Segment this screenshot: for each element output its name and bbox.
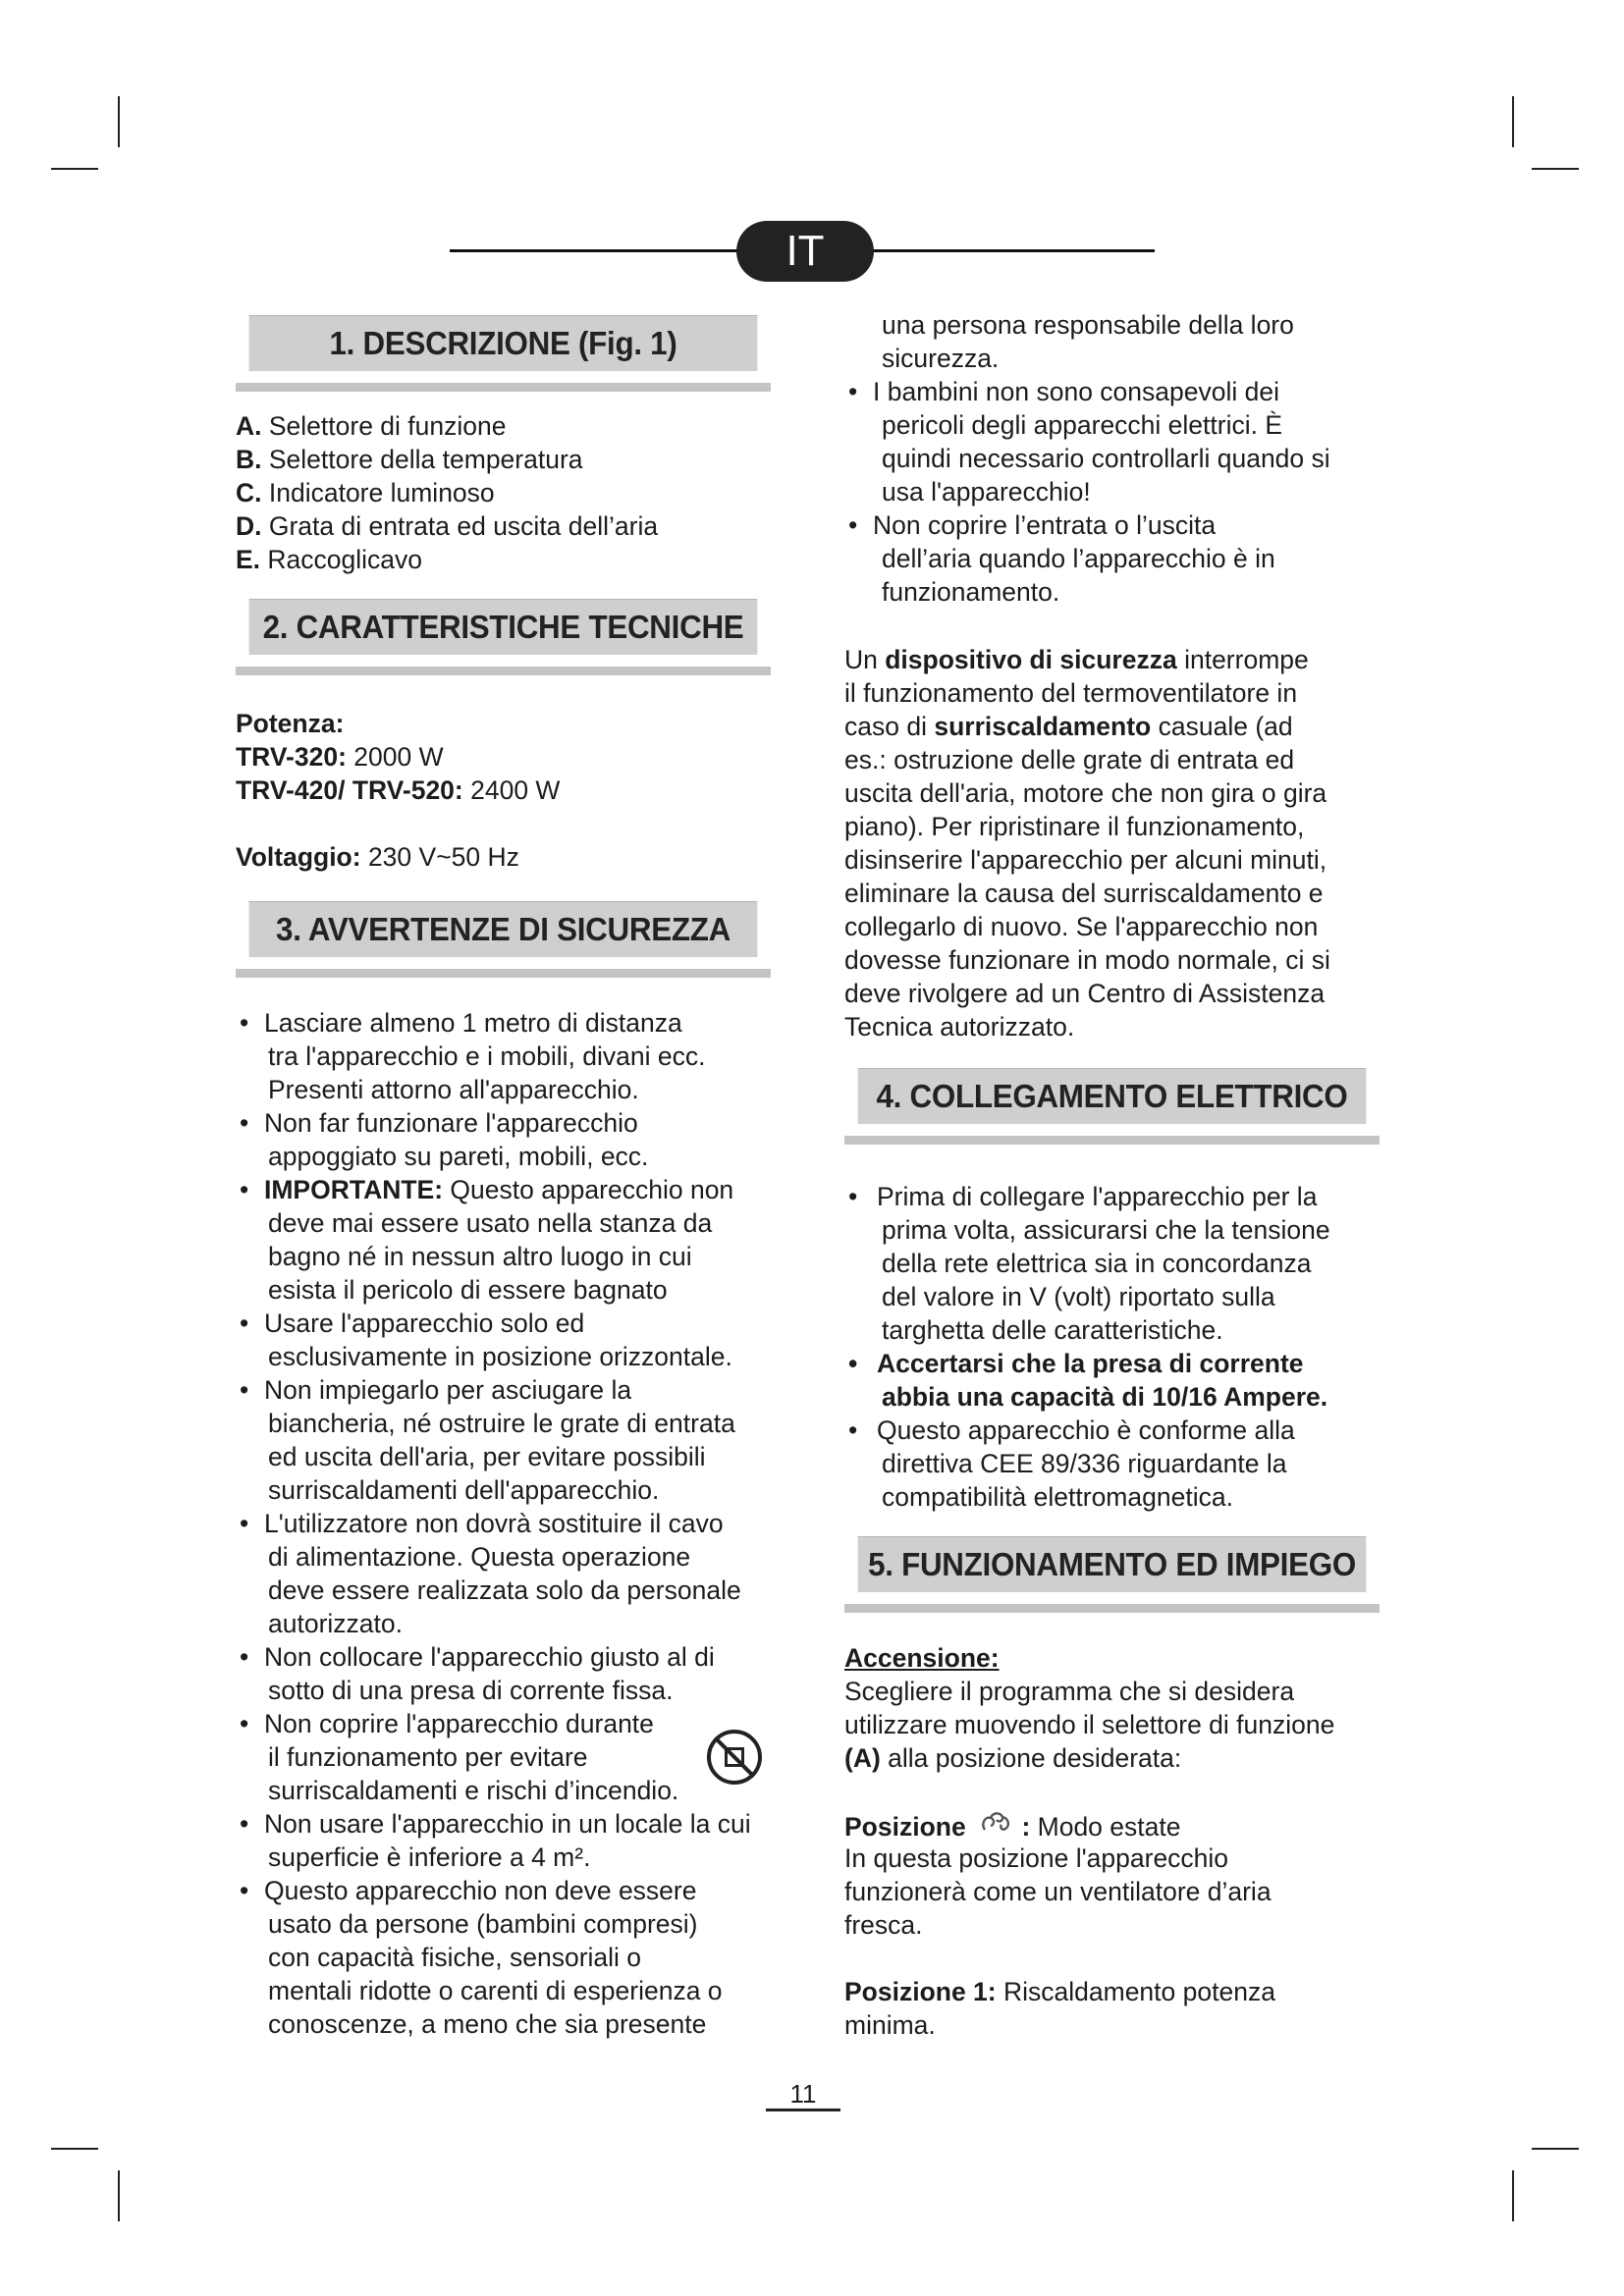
safety-paragraph: dovesse funzionare in modo normale, ci si <box>844 945 1330 975</box>
safety-line: Usare l'apparecchio solo ed <box>264 1308 585 1338</box>
bullet: • <box>240 1509 249 1538</box>
description-item: A. Selettore di funzione <box>236 411 507 441</box>
language-badge: IT <box>736 221 874 282</box>
safety-paragraph: eliminare la causa del surriscaldamento e <box>844 879 1324 908</box>
electrical-line: direttiva CEE 89/336 riguardante la <box>882 1449 1287 1478</box>
safety-line: Non usare l'apparecchio in un locale la cui <box>264 1809 751 1839</box>
safety-line: una persona responsabile della loro <box>882 310 1294 340</box>
safety-paragraph: Un dispositivo di sicurezza interrompe <box>844 645 1309 674</box>
operation-line: utilizzare muovendo il selettore di funzione <box>844 1710 1335 1739</box>
description-item: D. Grata di entrata ed uscita dell’aria <box>236 511 659 541</box>
section-underline <box>844 1136 1380 1145</box>
do-not-cover-icon <box>707 1730 762 1785</box>
bullet: • <box>848 377 858 406</box>
crop-mark <box>1532 168 1579 170</box>
safety-line: esclusivamente in posizione orizzontale. <box>268 1342 732 1371</box>
electrical-line: Questo apparecchio è conforme alla <box>877 1415 1295 1445</box>
spec-voltage: Voltaggio: 230 V~50 Hz <box>236 842 519 872</box>
electrical-line: prima volta, assicurarsi che la tensione <box>882 1215 1330 1245</box>
bullet: • <box>848 1349 858 1378</box>
description-item: B. Selettore della temperatura <box>236 445 583 474</box>
section-title: 2. CARATTERISTICHE TECNICHE <box>249 599 758 655</box>
position-1: Posizione 1: Riscaldamento potenza <box>844 1977 1275 2006</box>
safety-line: di alimentazione. Questa operazione <box>268 1542 691 1572</box>
bullet: • <box>240 1108 249 1138</box>
section-underline <box>236 969 771 978</box>
safety-line: pericoli degli apparecchi elettrici. È <box>882 410 1283 440</box>
safety-paragraph: collegarlo di nuovo. Se l'apparecchio non <box>844 912 1319 941</box>
fan-icon <box>979 1808 1012 1838</box>
section-1-header <box>236 315 771 392</box>
safety-line: funzionamento. <box>882 577 1060 607</box>
safety-line: IMPORTANTE: Questo apparecchio non <box>264 1175 734 1204</box>
safety-line: surriscaldamenti dell'apparecchio. <box>268 1475 660 1505</box>
description-item: C. Indicatore luminoso <box>236 478 495 507</box>
description-item: E. Raccoglicavo <box>236 545 423 574</box>
safety-line: conoscenze, a meno che sia presente <box>268 2009 707 2039</box>
safety-line: Presenti attorno all'apparecchio. <box>268 1075 639 1104</box>
section-title: 4. COLLEGAMENTO ELETTRICO <box>858 1068 1367 1124</box>
safety-line: deve essere realizzata solo da personale <box>268 1575 741 1605</box>
safety-line: Non impiegarlo per asciugare la <box>264 1375 632 1405</box>
section-title: 5. FUNZIONAMENTO ED IMPIEGO <box>858 1536 1367 1592</box>
safety-line: Non far funzionare l'apparecchio <box>264 1108 638 1138</box>
header-rule-right <box>864 249 1155 252</box>
page-number-rule <box>766 2109 840 2111</box>
safety-line: L'utilizzatore non dovrà sostituire il cavo <box>264 1509 724 1538</box>
safety-line: autorizzato. <box>268 1609 403 1638</box>
accensione-heading: Accensione: <box>844 1643 1000 1673</box>
section-title: 3. AVVERTENZE DI SICUREZZA <box>249 901 758 957</box>
bullet: • <box>240 1308 249 1338</box>
bullet: • <box>240 1709 249 1738</box>
section-underline <box>844 1604 1380 1613</box>
section-2-header <box>236 599 771 675</box>
safety-line: mentali ridotte o carenti di esperienza o <box>268 1976 723 2005</box>
crop-mark <box>1512 96 1514 147</box>
section-underline <box>236 667 771 675</box>
bullet: • <box>848 1415 858 1445</box>
operation-line: Scegliere il programma che si desidera <box>844 1677 1295 1706</box>
crop-mark <box>1532 2148 1579 2150</box>
page-number: 11 <box>789 2079 817 2109</box>
safety-line: con capacità fisiche, sensoriali o <box>268 1943 642 1972</box>
safety-line: sotto di una presa di corrente fissa. <box>268 1676 674 1705</box>
crop-mark <box>51 2148 98 2150</box>
safety-line: bagno né in nessun altro luogo in cui <box>268 1242 692 1271</box>
electrical-line: abbia una capacità di 10/16 Ampere. <box>882 1382 1328 1412</box>
operation-line: fresca. <box>844 1910 923 1940</box>
safety-line: tra l'apparecchio e i mobili, divani ecc. <box>268 1041 706 1071</box>
spec-model-1: TRV-320: 2000 W <box>236 742 444 772</box>
operation-line: In questa posizione l'apparecchio <box>844 1843 1229 1873</box>
safety-line: superficie è inferiore a 4 m². <box>268 1842 591 1872</box>
bullet: • <box>848 510 858 540</box>
safety-line: appoggiato su pareti, mobili, ecc. <box>268 1142 649 1171</box>
safety-paragraph: piano). Per ripristinare il funzionamento, <box>844 812 1305 841</box>
section-underline <box>236 383 771 392</box>
section-4-header <box>844 1068 1380 1145</box>
safety-paragraph: disinserire l'apparecchio per alcuni minuti, <box>844 845 1327 875</box>
electrical-line: compatibilità elettromagnetica. <box>882 1482 1233 1512</box>
bullet: • <box>240 1008 249 1038</box>
operation-line: (A) alla posizione desiderata: <box>844 1743 1182 1773</box>
bullet: • <box>240 1375 249 1405</box>
bullet: • <box>240 1175 249 1204</box>
safety-line: Non collocare l'apparecchio giusto al di <box>264 1642 715 1672</box>
crop-mark <box>51 168 98 170</box>
crop-mark <box>118 2170 120 2221</box>
bullet: • <box>240 1876 249 1905</box>
safety-line: Questo apparecchio non deve essere <box>264 1876 697 1905</box>
section-title: 1. DESCRIZIONE (Fig. 1) <box>249 315 758 371</box>
safety-line: dell’aria quando l’apparecchio è in <box>882 544 1275 573</box>
crop-mark <box>1512 2170 1514 2221</box>
electrical-line: Prima di collegare l'apparecchio per la <box>877 1182 1318 1211</box>
bullet: • <box>848 1182 858 1211</box>
safety-line: deve mai essere usato nella stanza da <box>268 1208 713 1238</box>
spec-model-2: TRV-420/ TRV-520: 2400 W <box>236 775 561 805</box>
safety-paragraph: caso di surriscaldamento casuale (ad <box>844 712 1293 741</box>
power-label: Potenza: <box>236 709 345 738</box>
safety-line: usato da persone (bambini compresi) <box>268 1909 698 1939</box>
safety-line: Non coprire l’entrata o l’uscita <box>873 510 1217 540</box>
safety-paragraph: il funzionamento del termoventilatore in <box>844 678 1298 708</box>
section-3-header <box>236 901 771 978</box>
operation-line: minima. <box>844 2010 936 2040</box>
safety-line: surriscaldamenti e rischi d’incendio. <box>268 1776 679 1805</box>
safety-paragraph: deve rivolgere ad un Centro di Assistenza <box>844 979 1326 1008</box>
crop-mark <box>118 96 120 147</box>
safety-line: I bambini non sono consapevoli dei <box>873 377 1279 406</box>
safety-line: sicurezza. <box>882 344 1000 373</box>
section-5-header <box>844 1536 1380 1613</box>
electrical-line: targhetta delle caratteristiche. <box>882 1315 1223 1345</box>
operation-line: funzionerà come un ventilatore d’aria <box>844 1877 1272 1906</box>
bullet: • <box>240 1642 249 1672</box>
position-summer: Posizione : Modo estate <box>844 1808 1180 1843</box>
safety-line: Lasciare almeno 1 metro di distanza <box>264 1008 682 1038</box>
safety-line: quindi necessario controllarli quando si <box>882 444 1330 473</box>
safety-line: il funzionamento per evitare <box>268 1742 588 1772</box>
safety-line: biancheria, né ostruire le grate di entrata <box>268 1409 735 1438</box>
header-rule-left <box>450 249 744 252</box>
safety-line: esista il pericolo di essere bagnato <box>268 1275 668 1305</box>
safety-paragraph: es.: ostruzione delle grate di entrata ed <box>844 745 1295 774</box>
electrical-line: Accertarsi che la presa di corrente <box>877 1349 1304 1378</box>
safety-line: Non coprire l'apparecchio durante <box>264 1709 654 1738</box>
safety-paragraph: uscita dell'aria, motore che non gira o gira <box>844 778 1327 808</box>
safety-line: ed uscita dell'aria, per evitare possibili <box>268 1442 706 1471</box>
safety-line: usa l'apparecchio! <box>882 477 1091 507</box>
safety-paragraph: Tecnica autorizzato. <box>844 1012 1075 1041</box>
electrical-line: della rete elettrica sia in concordanza <box>882 1249 1312 1278</box>
electrical-line: del valore in V (volt) riportato sulla <box>882 1282 1275 1311</box>
bullet: • <box>240 1809 249 1839</box>
